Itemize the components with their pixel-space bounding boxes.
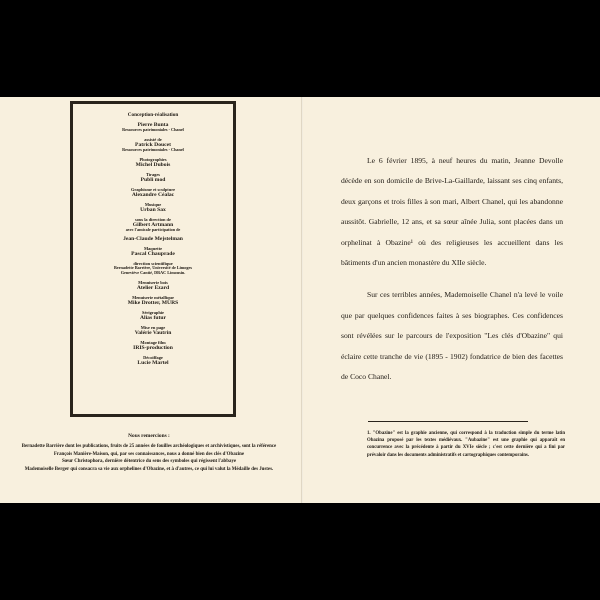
credits-list (73, 112, 233, 370)
credit-group (73, 340, 233, 351)
credit-name: Publi mod (140, 176, 166, 183)
thanks-line: Mademoiselle Berger qui consacra sa vie aux orphelines d'Obazine, et à d'autres, ce qui lui valut la Médaille des Justes. (24, 466, 274, 472)
credit-group (73, 310, 233, 321)
credit-name: Patrick Doucet (135, 141, 171, 148)
credit-affiliation: Ressources patrimoniales - Chanel (122, 146, 184, 152)
credit-group (73, 325, 233, 336)
credit-name: Pierre Bunta (137, 122, 169, 128)
credit-group (73, 137, 233, 153)
credit-role: Maquette (143, 246, 163, 252)
credit-group (73, 295, 233, 306)
credit-group (73, 355, 233, 366)
credit-role: Sérigraphie (142, 309, 164, 315)
credit-group (73, 172, 233, 183)
credit-group (73, 236, 233, 242)
footnote-rule (368, 421, 528, 422)
credit-name: Geneviève Cantié, DRAC Limousin. (120, 270, 186, 276)
credit-name: Valérie Vautrin (134, 329, 172, 336)
credit-group (73, 280, 233, 291)
credit-role: Musique (144, 201, 162, 207)
credit-group (73, 246, 233, 257)
credit-name: Atelier Ezard (136, 284, 170, 291)
thanks-line: Sœur Christophora, dernière détentrice du sens des symboles qui régissent l'abbaye (61, 459, 237, 465)
credit-name: IRIS-production (133, 344, 173, 351)
brochure-spread (0, 97, 600, 503)
credit-role: direction scientifique (133, 261, 173, 267)
credit-role: Menuiserie métallique (132, 294, 174, 300)
credit-affiliation: Ressources patrimoniales - Chanel (122, 127, 184, 132)
credit-name: Pascal Chauprade (131, 251, 175, 258)
page-fold (301, 97, 303, 503)
credit-name: Alexandre Céalac (131, 191, 175, 198)
credit-role: Mise en page (140, 324, 166, 330)
credit-role: Photographies (139, 156, 167, 162)
credits-box (70, 101, 236, 417)
credit-role: sous la direction de (135, 216, 171, 222)
credit-name: Lucie Martel (137, 359, 169, 366)
credit-name: Mike Drotter, MURS (127, 299, 179, 306)
body-paragraph: Sur ces terribles années, Mademoiselle Chanel n'a levé le voile que par quelques confidences faites à ses biographes. Ces confidences sont révélées sur le parcours de l'exposition "Les clés d'Obazine" qui éclaire cette tranche de vie (1895 - 1902) fondatrice de bien des facettes de Coco Chanel. (341, 290, 563, 382)
credit-group (73, 217, 233, 233)
credit-group (73, 202, 233, 213)
credit-group (73, 187, 233, 198)
footnote: 1. "Obazine" est la graphie ancienne, qui correspond à la traduction simple du terme latin Obazina proposé par les textes médiévaux. "Aubazine" est une graphie qui apparaît en concurrence avec la précédente à partir du XVIe siècle ; c'est cette dernière qui a fini par prévaloir dans les documents administratifs et cartographiques contemporains. (367, 431, 565, 458)
credit-group (73, 157, 233, 168)
thanks-line: Bernadette Barrière dont les publications, fruits de 25 années de fouilles archéologiques et archivistiques, sont la référence (21, 444, 277, 449)
main-text (341, 151, 563, 399)
credit-name: Michel Dubois (135, 161, 171, 168)
credit-name: Urban Sax (140, 206, 166, 213)
credit-role: Tirages (145, 171, 161, 177)
credit-name: Alias futur (140, 314, 166, 321)
thanks-heading: Nous remercions : (128, 433, 170, 439)
credit-role: Montage film (140, 339, 166, 345)
credit-role: Menuiserie bois (138, 279, 168, 285)
credits-heading: Conception-réalisation (127, 112, 179, 118)
body-paragraph: Le 6 février 1895, à neuf heures du matin, Jeanne Devolle décède en son domicile de Brive-La-Gaillarde, laissant ses cinq enfants, deux garçons et trois filles à son mari, Albert Chanel, qui les abandonne aussitôt. Gabrielle, 12 ans, et sa sœur aînée Julia, sont placées dans un orphelinat à Obazine¹ où des religieuses les accueillent dans les bâtiments d'un ancien monastère du XIIe siècle. (341, 156, 563, 268)
credit-role: Graphisme et sculpture (130, 186, 176, 192)
thanks-section (6, 433, 292, 474)
credit-affiliation: avec l'amicale participation de (125, 226, 181, 232)
credit-name: Gilbert Artmann (132, 221, 174, 228)
credit-role: Décoiffage (143, 354, 163, 360)
credit-group (73, 261, 233, 276)
thanks-line: François Manière-Maison, qui, par ses connaissances, nous a donné bien des clés d'Obazine (53, 451, 245, 457)
credit-name: Bernadette Barrière, Université de Limoges (114, 265, 192, 271)
credit-group (73, 122, 233, 133)
credit-name: Jean-Claude Mejstelman (123, 236, 183, 243)
credit-role: assisté de (144, 136, 162, 142)
